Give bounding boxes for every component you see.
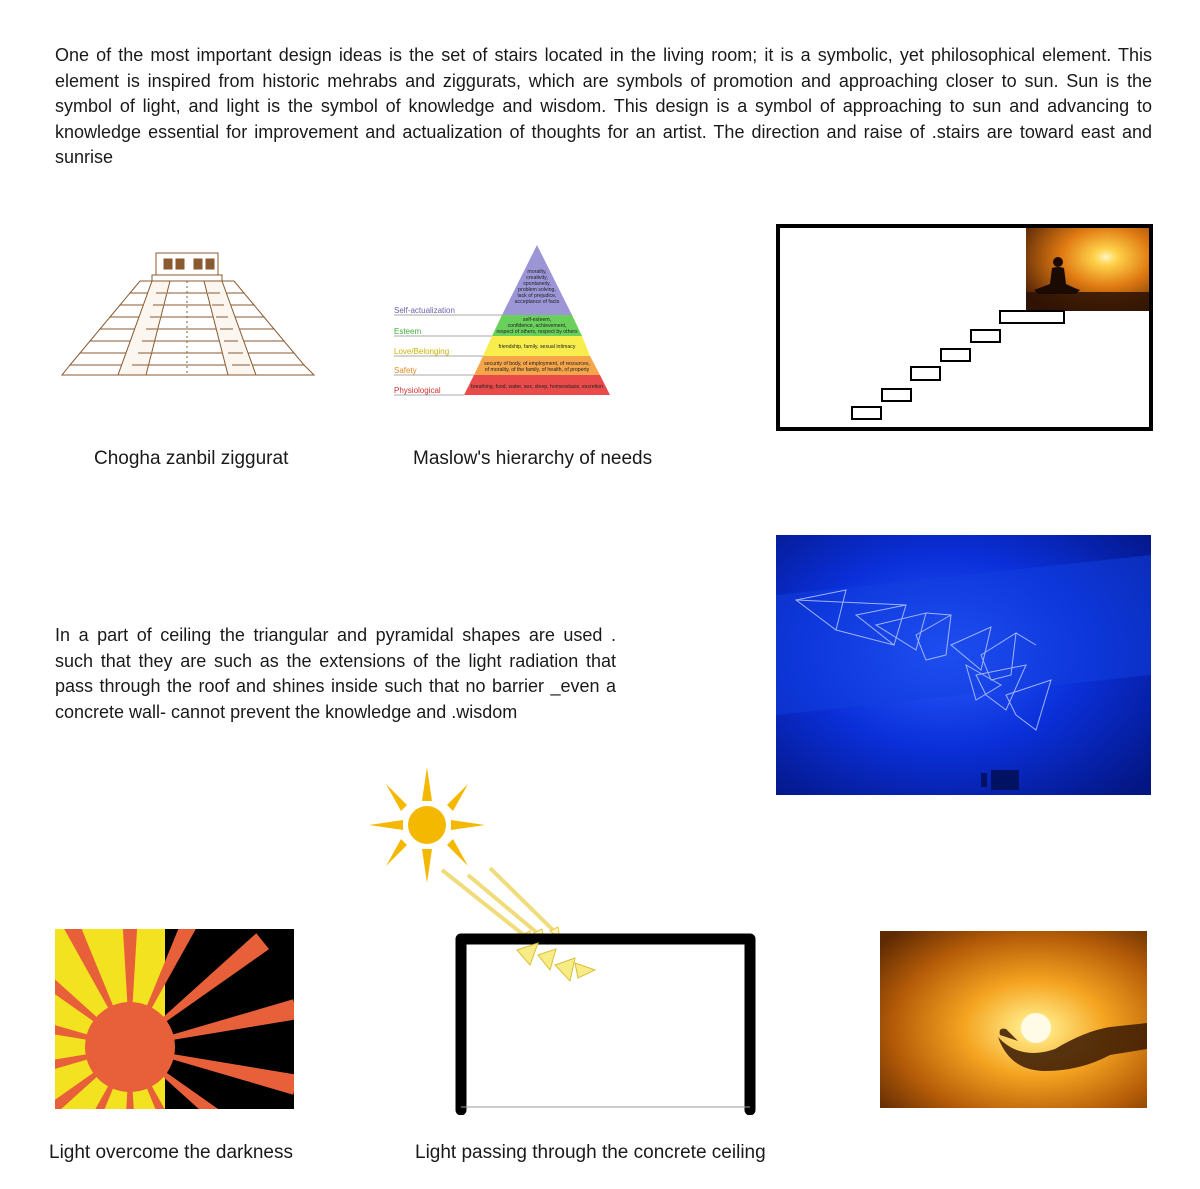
maslow-text: self-esteem, [522,317,552,323]
stair-step [882,389,911,401]
maslow-text: spontaneity, [523,281,551,287]
caption-maslow: Maslow's hierarchy of needs [413,448,653,469]
burst-sun [85,1002,175,1092]
ceiling-installation-photo [776,535,1151,795]
stair-step [852,407,881,419]
concrete-ceiling-frame [461,939,750,1110]
maslow-label-4: Safety [394,366,417,375]
stair-step [941,349,970,361]
sun-icon [369,767,485,883]
stair-step [971,330,1000,342]
ceiling-pyramids [517,943,595,981]
caption-concrete: Light passing through the concrete ceiling [415,1142,766,1163]
maslow-text: of morality, of the family, of health, of property [484,367,590,373]
maslow-text: security of body, of employment, of resources, [484,361,590,367]
maslow-text: confidence, achievement, [507,323,567,329]
stairs-diagram [776,224,1153,431]
maslow-text: acceptance of facts [514,299,560,305]
maslow-text: morality, [527,269,547,275]
sun-diagram [360,765,760,1115]
hand-holding-sun-photo [880,931,1147,1108]
maslow-text: lack of prejudice, [517,293,557,299]
light-over-darkness-image [55,929,294,1109]
maslow-pyramid [392,243,627,398]
stair-step [911,367,940,380]
maslow-text: creativity, [526,275,548,281]
maslow-label-1: Self-actualization [394,306,455,315]
intro-paragraph: One of the most important design ideas is the set of stairs located in the living room; it is a symbolic, yet philosophical element. This element is inspired from historic mehrabs and ziggurats, which are symbols of promotion and approaching closer to sun. Sun is the symbol of light, and light is the symbol of knowledge and wisdom. This design is a symbol of approaching to sun and advancing to knowledge essential for improvement and actualization of thoughts for an artist. The direction and raise of .stairs are toward east and sunrise [55,45,1152,167]
maslow-label-3: Love/Belonging [394,347,450,356]
ziggurat-illustration [60,245,320,380]
maslow-text: breathing, food, water, sex, sleep, homeostasis, excretion [470,384,604,390]
stair-step [1000,311,1064,323]
maslow-text: friendship, family, sexual intimacy [498,344,576,350]
maslow-label-5: Physiological [394,386,441,395]
maslow-text: respect of others, respect by others [496,329,578,335]
caption-darkness: Light overcome the darkness [49,1142,293,1163]
caption-ziggurat: Chogha zanbil ziggurat [94,448,289,469]
maslow-text: problem solving, [518,287,556,293]
maslow-label-2: Esteem [394,327,422,336]
ceiling-paragraph: In a part of ceiling the triangular and pyramidal shapes are used . such that they are such as the extensions of the light radiation that pass through the roof and shines inside such that no barrier _even a concrete wall- cannot prevent the knowledge and .wisdom [55,625,616,722]
